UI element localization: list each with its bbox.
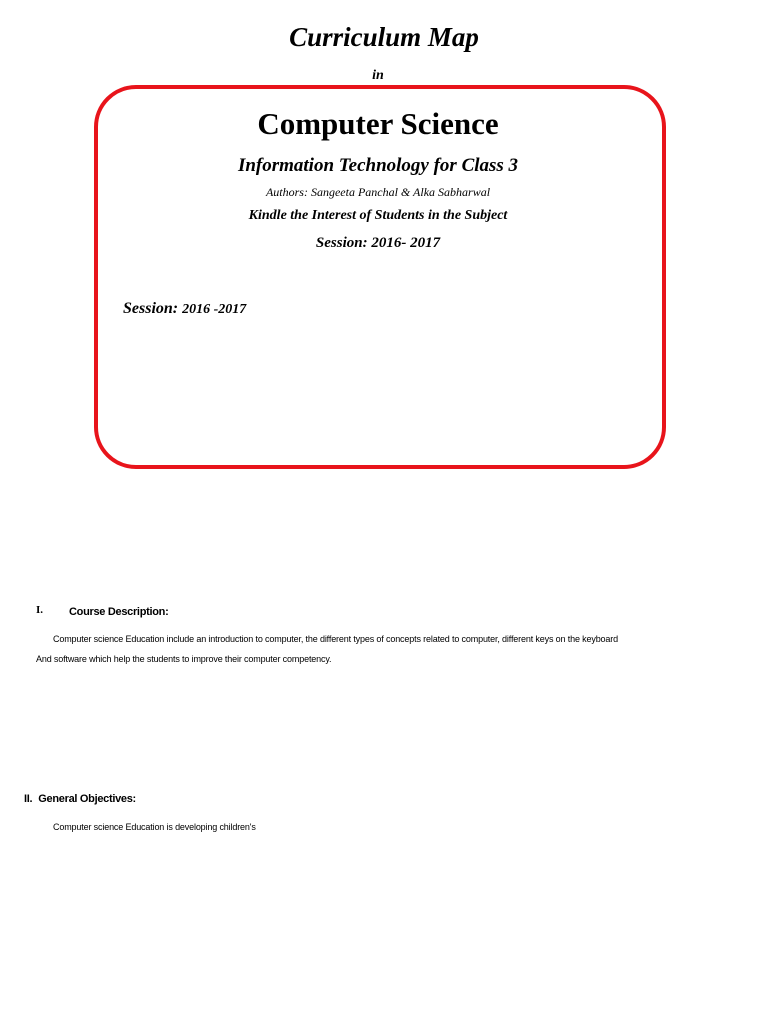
title-connector: in bbox=[372, 68, 384, 83]
session-centered: Session: 2016- 2017 bbox=[315, 235, 441, 251]
session-value: 2016 -2017 bbox=[182, 302, 247, 317]
section-heading-course-description: Course Description: bbox=[69, 606, 169, 618]
course-title: Information Technology for Class 3 bbox=[237, 155, 519, 176]
authors-line: Authors: Sangeeta Panchal & Alka Sabharwal bbox=[265, 185, 491, 199]
course-description-line: And software which help the students to improve their computer competency. bbox=[36, 654, 332, 664]
session-line bbox=[123, 300, 246, 318]
section-heading-text: General Objectives: bbox=[38, 793, 136, 805]
document-title: Curriculum Map bbox=[289, 22, 479, 52]
subject-title: Computer Science bbox=[257, 106, 499, 141]
section-number-course-description: I. bbox=[36, 604, 44, 616]
course-description-line: Computer science Education include an introduction to computer, the different types of concepts related to computer, different keys on the keyboard bbox=[53, 634, 618, 644]
session-label: Session: bbox=[123, 300, 179, 317]
tagline: Kindle the Interest of Students in the Subject bbox=[248, 208, 508, 223]
section-heading-general-objectives bbox=[24, 793, 136, 805]
general-objectives-line: Computer science Education is developing children's bbox=[53, 822, 256, 832]
title-box bbox=[94, 85, 666, 469]
section-number-general-objectives: II. bbox=[24, 793, 33, 805]
